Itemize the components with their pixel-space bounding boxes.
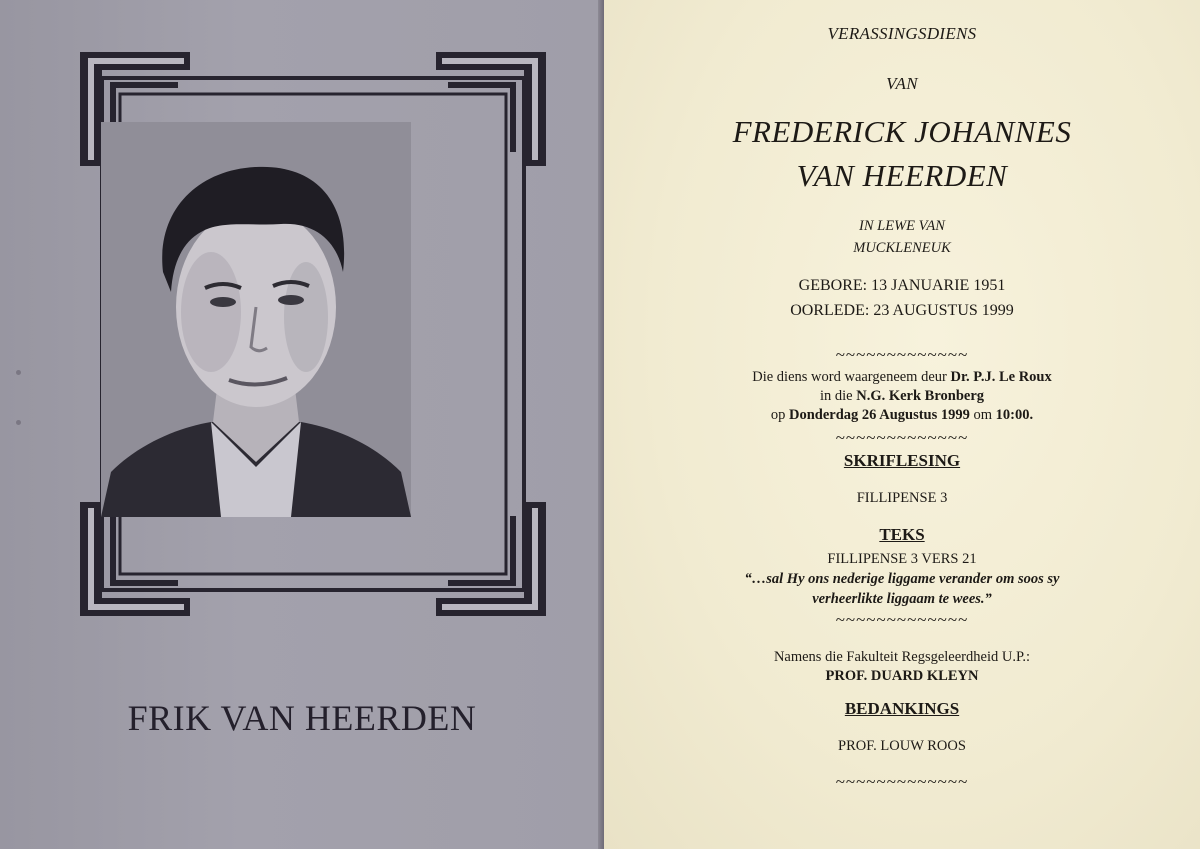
divider: ~~~~~~~~~~~~~ xyxy=(835,610,969,629)
quote-line1: “…sal Hy ons nederige liggame verander om soos sy xyxy=(744,571,1060,587)
text-heading: TEKS xyxy=(879,525,925,544)
staple-hole xyxy=(16,420,21,425)
faculty-speaker: PROF. DUARD KLEYN xyxy=(825,668,979,684)
divider: ~~~~~~~~~~~~~ xyxy=(835,772,969,791)
full-name-line2: VAN HEERDEN xyxy=(796,158,1008,193)
cover-name: FRIK VAN HEERDEN xyxy=(127,698,477,738)
divider: ~~~~~~~~~~~~~ xyxy=(835,428,969,447)
reading-heading: SKRIFLESING xyxy=(843,451,961,470)
van-label: VAN xyxy=(886,74,918,93)
thanks-speaker: PROF. LOUW ROOS xyxy=(838,738,966,754)
portrait-photo xyxy=(101,122,411,517)
church-intro: in die xyxy=(819,388,857,404)
program-page xyxy=(604,0,1200,849)
faculty-line: Namens die Fakulteit Regsgeleerdheid U.P.: xyxy=(773,649,1031,665)
full-name-line1: FREDERICK JOHANNES xyxy=(732,114,1072,149)
thanks-heading: BEDANKINGS xyxy=(844,699,960,718)
service-title: VERASSINGSDIENS xyxy=(827,24,977,43)
birth-date: GEBORE: 13 JANUARIE 1951 xyxy=(798,277,1006,294)
officiant-line xyxy=(604,368,1200,387)
service-time: 10:00. xyxy=(995,407,1034,423)
text-ref: FILLIPENSE 3 VERS 21 xyxy=(827,551,977,567)
reading-ref: FILLIPENSE 3 xyxy=(856,490,948,506)
staple-hole xyxy=(16,370,21,375)
time-intro: om xyxy=(969,407,996,423)
quote-line2: verheerlikte liggaam te wees.” xyxy=(812,591,992,607)
death-date: OORLEDE: 23 AUGUSTUS 1999 xyxy=(790,302,1014,319)
officiant-intro: Die diens word waargeneem deur xyxy=(752,369,951,385)
church-name: N.G. Kerk Bronberg xyxy=(856,388,985,404)
divider: ~~~~~~~~~~~~~ xyxy=(835,345,969,364)
service-date: Donderdag 26 Augustus 1999 xyxy=(788,407,970,423)
church-line xyxy=(604,387,1200,406)
date-line xyxy=(604,406,1200,425)
officiant-name: Dr. P.J. Le Roux xyxy=(950,369,1052,385)
lived-place: MUCKLENEUK xyxy=(853,240,951,256)
date-intro: op xyxy=(770,407,789,423)
lived-label: IN LEWE VAN xyxy=(859,218,945,234)
portrait-image xyxy=(101,122,411,517)
